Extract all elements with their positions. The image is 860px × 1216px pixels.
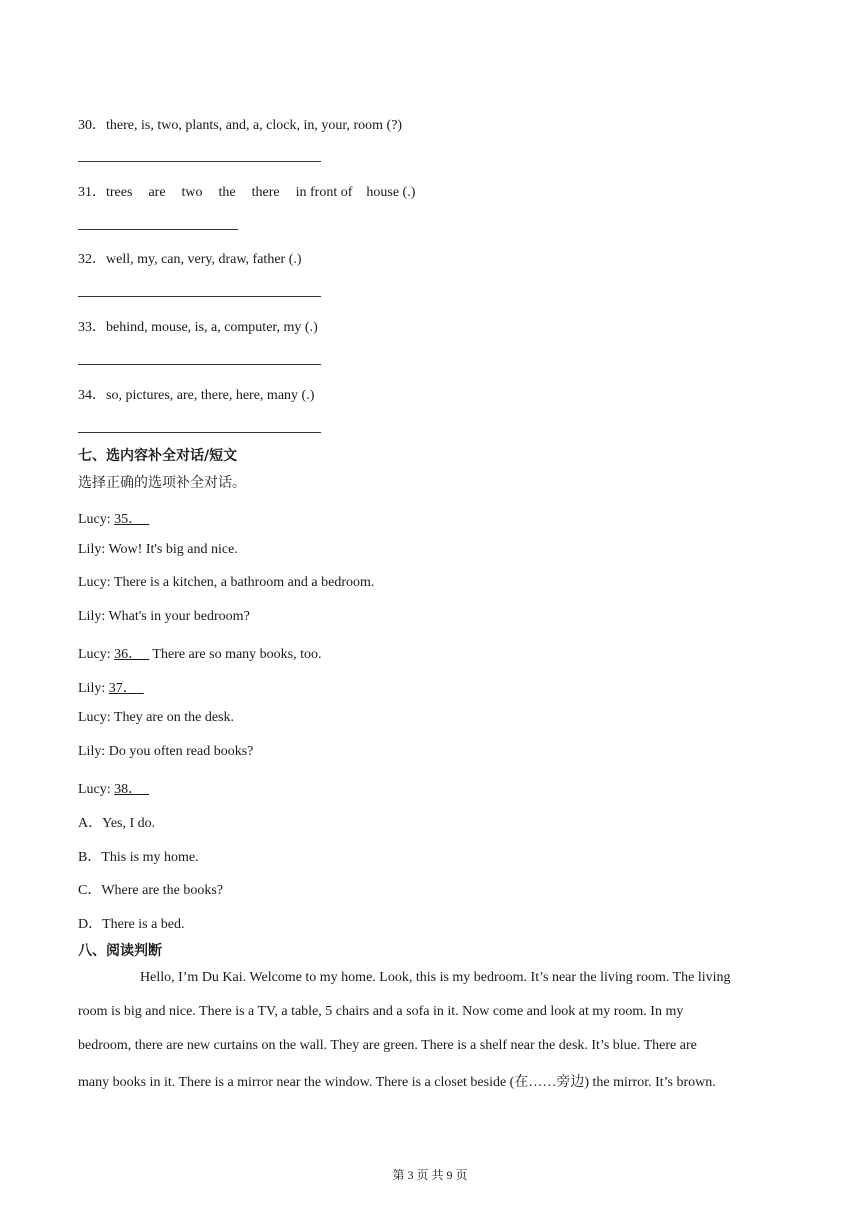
question-32 — [78, 248, 302, 268]
question-number: 31． — [78, 185, 106, 200]
dialogue-text: What's in your bedroom? — [108, 609, 250, 624]
speaker: Lily: — [78, 609, 109, 624]
blank-38[interactable]: 38． — [114, 782, 143, 797]
speaker: Lucy: — [78, 512, 115, 527]
question-number: 33． — [78, 320, 106, 335]
question-33 — [78, 316, 318, 336]
passage-line-1: Hello, I’m Du Kai. Welcome to my home. Look, this is my bedroom. It’s near the living room. The living — [140, 970, 731, 985]
option-a: A．Yes, I do. — [78, 816, 156, 831]
speaker: Lucy: — [78, 647, 115, 662]
option-d: D．There is a bed. — [78, 917, 185, 932]
word: house (.) — [366, 185, 416, 200]
dialogue-line — [78, 710, 234, 726]
question-text: behind, mouse, is, a, computer, my (.) — [106, 320, 318, 335]
question-number: 32． — [78, 252, 106, 267]
speaker: Lily: — [78, 542, 109, 557]
passage-line-4: many books in it. There is a mirror near the window. There is a closet beside (在……旁边) the mirror. It’s brown. — [78, 1075, 716, 1090]
word: there — [251, 185, 280, 200]
question-text: there, is, two, plants, and, a, clock, in, your, room (?) — [106, 118, 403, 133]
question-text: so, pictures, are, there, here, many (.) — [106, 388, 315, 403]
speaker: Lucy: — [78, 782, 115, 797]
dialogue-text: Do you often read books? — [108, 744, 254, 759]
dialogue-line — [78, 643, 322, 663]
section-7-instruction: 选择正确的选项补全对话。 — [78, 475, 246, 491]
dialogue-line — [78, 677, 144, 697]
speaker: Lucy: — [78, 575, 114, 590]
section-8-title: 八、阅读判断 — [78, 943, 162, 959]
word: are — [148, 185, 166, 200]
question-text: well, my, can, very, draw, father (.) — [106, 252, 302, 267]
question-30 — [78, 114, 402, 134]
dialogue-text: They are on the desk. — [113, 710, 235, 725]
dialogue-line — [78, 542, 238, 558]
option-c: C．Where are the books? — [78, 883, 223, 898]
dialogue-line — [78, 778, 149, 798]
answer-line-34[interactable] — [78, 432, 321, 433]
section-7-title: 七、选内容补全对话/短文 — [78, 448, 238, 464]
passage-line-3: bedroom, there are new curtains on the wall. They are green. There is a shelf near the desk. It’s blue. There are — [78, 1038, 697, 1053]
word: in front of — [295, 185, 353, 200]
answer-line-32[interactable] — [78, 296, 321, 297]
dialogue-line — [78, 508, 149, 528]
option-b: B．This is my home. — [78, 850, 199, 865]
page-footer: 第 3 页 共 9 页 — [392, 1168, 468, 1182]
answer-line-31[interactable] — [78, 229, 238, 230]
word: the — [218, 185, 236, 200]
blank-35[interactable]: 35． — [114, 512, 143, 527]
question-34 — [78, 384, 314, 404]
dialogue-line — [78, 744, 253, 760]
word: two — [181, 185, 203, 200]
passage-line-2: room is big and nice. There is a TV, a table, 5 chairs and a sofa in it. Now come and look at my room. In my — [78, 1004, 684, 1019]
question-31 — [78, 181, 415, 201]
speaker: Lily: — [78, 744, 109, 759]
blank-36[interactable]: 36． — [114, 647, 143, 662]
answer-line-33[interactable] — [78, 364, 321, 365]
dialogue-line — [78, 609, 250, 625]
dialogue-line — [78, 575, 374, 591]
speaker: Lily: — [78, 681, 109, 696]
question-number: 30． — [78, 118, 106, 133]
blank-37[interactable]: 37． — [108, 681, 137, 696]
dialogue-text: There are so many books, too. — [149, 647, 322, 662]
answer-line-30[interactable] — [78, 161, 321, 162]
question-number: 34． — [78, 388, 106, 403]
speaker: Lucy: — [78, 710, 114, 725]
dialogue-text: There is a kitchen, a bathroom and a bedroom. — [113, 575, 375, 590]
dialogue-text: Wow! It's big and nice. — [108, 542, 238, 557]
word: trees — [106, 185, 133, 200]
